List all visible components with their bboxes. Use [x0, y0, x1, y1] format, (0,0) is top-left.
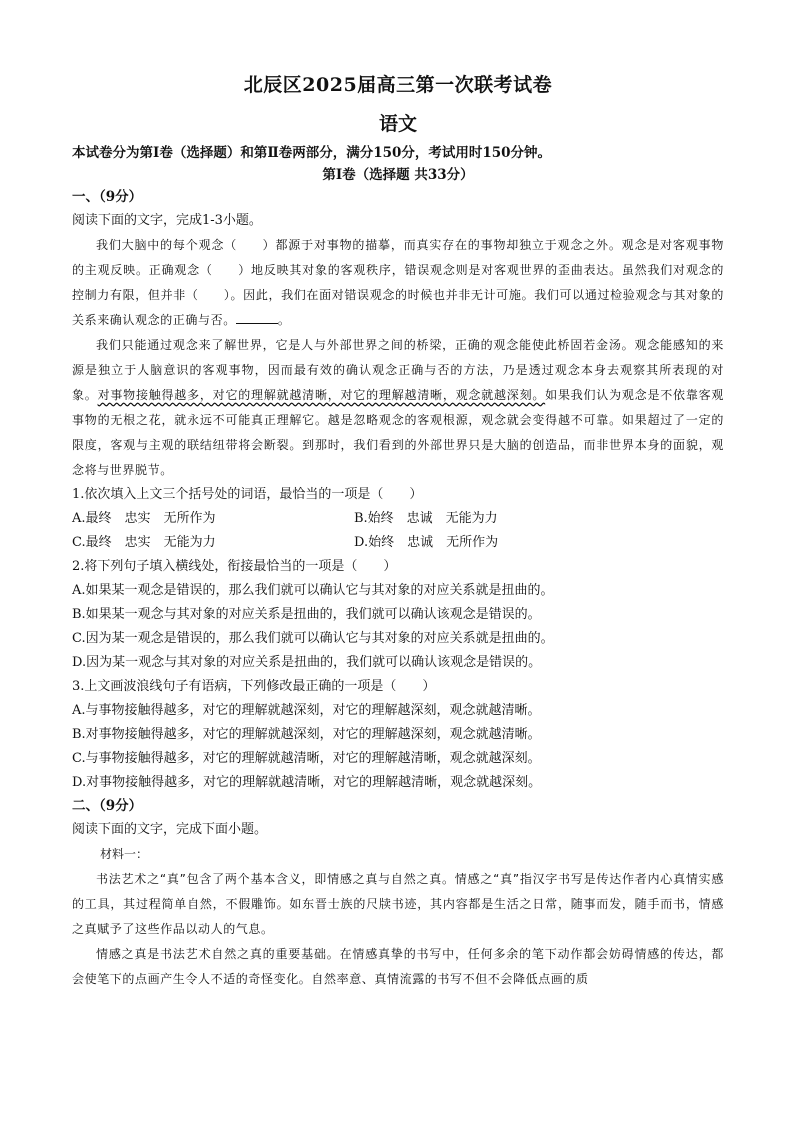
q2-option-b: B.如果某一观念与其对象的对应关系是扭曲的，我们就可以确认该观念是错误的。 — [72, 607, 541, 622]
q1-option-c: C.最终 忠实 无能为力 — [72, 535, 216, 550]
section1-intro: 阅读下面的文字，完成1-3小题。 — [72, 213, 262, 228]
q2-option-c: C.因为某一观念是错误的，那么我们就可以确认它与其对象的对应关系就是扭曲的。 — [72, 631, 554, 646]
q1-options-row1 — [72, 507, 724, 531]
exam-instructions: 本试卷分为第Ⅰ卷（选择题）和第Ⅱ卷两部分，满分150分，考试用时150分钟。 — [72, 145, 552, 161]
subject-title: 语文 — [378, 113, 417, 135]
passage1-p1-end: 。 — [277, 313, 291, 327]
q3-option-b: B.对事物接触得越多，对它的理解就越深刻，对它的理解越深刻，观念就越清晰。 — [72, 727, 541, 742]
q1-option-d: D.始终 忠诚 无所作为 — [354, 535, 499, 550]
passage1-p1-text: 我们大脑中的每个观念（ ）都源于对事物的描摹，而真实存在的事物却独立于观念之外。观念是对客观事物的主观反映。正确观念（ ）地反映其对象的客观秩序，错误观念则是对客观世界的歪曲表达。虽然我们对观念的控制力有限，但并非（ ）。因此，我们在面对错误观念的时候也并非无计可施。我们可以通过检验观念与其对象的关系来确认观念的正确与否。 — [72, 238, 724, 327]
q1-stem: 1.依次填入上文三个括号处的词语，最恰当的一项是（ ） — [72, 487, 423, 502]
q2-option-a: A.如果某一观念是错误的，那么我们就可以确认它与其对象的对应关系就是扭曲的。 — [72, 583, 554, 598]
q3-stem: 3.上文画波浪线句子有语病，下列修改最正确的一项是（ ） — [72, 679, 436, 694]
material1-paragraph2: 情感之真是书法艺术自然之真的重要基础。在情感真挚的书写中，任何多余的笔下动作都会妨碍情感的传达，都会使笔下的点画产生令人不适的奇怪变化。自然率意、真情流露的书写不但不会降低点画的质 — [72, 947, 724, 986]
q2-option-d: D.因为某一观念与其对象的对应关系是扭曲的，我们就可以确认该观念是错误的。 — [72, 655, 542, 670]
wavy-underlined-sentence: 对事物接触得越多，对它的理解就越清晰，对它的理解越清晰，观念就越深刻。 — [97, 388, 546, 402]
section1-heading: 一、（9分） — [72, 189, 143, 205]
material1-label: 材料一： — [100, 847, 149, 861]
q1-options-row2 — [72, 531, 724, 555]
exam-title: 北辰区2025届高三第一次联考试卷 — [243, 74, 553, 96]
q3-option-d: D.对事物接触得越多，对它的理解就越清晰，对它的理解越清晰，观念就越深刻。 — [72, 775, 542, 790]
q2-stem: 2.将下列句子填入横线处，衔接最恰当的一项是（ ） — [72, 559, 397, 574]
passage1-paragraph1 — [72, 233, 724, 333]
material1-paragraph1: 书法艺术之“真”包含了两个基本含义，即情感之真与自然之真。情感之“真”指汉字书写是传达作者内心真情实感的工具，其过程简单自然，不假雕饰。如东晋士族的尺牍书迹，其内容都是生活之日常，随事而发，随手而书，情感之真赋予了这些作品以动人的气息。 — [72, 872, 724, 936]
section2-heading: 二、（9分） — [72, 798, 143, 814]
section2-intro: 阅读下面的文字，完成下面小题。 — [72, 822, 268, 837]
passage1-p2-text: 我们只能通过观念来了解世界，它是人与外部世界之间的桥梁，正确的观念能使此桥固若金汤。观念能感知的来源是独立于人脑意识的客观事物，因而最有效的确认观念正确与否的方法，乃是透过观念本身去观察其所表现的对象。 — [72, 338, 724, 402]
q3-option-a: A.与事物接触得越多，对它的理解就越深刻，对它的理解越深刻，观念就越清晰。 — [72, 703, 541, 718]
q1-option-b: B.始终 忠诚 无能为力 — [354, 511, 498, 526]
q3-option-c: C.与事物接触得越多，对它的理解就越清晰，对它的理解越清晰，观念就越深刻。 — [72, 751, 541, 766]
fill-in-blank — [236, 309, 278, 324]
part1-title: 第Ⅰ卷（选择题 共33分） — [322, 167, 474, 183]
passage1-p2-rest: 如果我们认为观念是不依靠客观事物的无根之花，就永远不可能真正理解它。越是忽略观念的客观根源，观念就会变得越不可靠。如果超过了一定的限度，客观与主观的联结纽带将会断裂。到那时，我们看到的外部世界只是大脑的创造品，而非世界本身的面貌，观念将与世界脱节。 — [72, 388, 724, 477]
passage1-paragraph2 — [72, 333, 724, 483]
q1-option-a: A.最终 忠实 无所作为 — [72, 511, 216, 526]
